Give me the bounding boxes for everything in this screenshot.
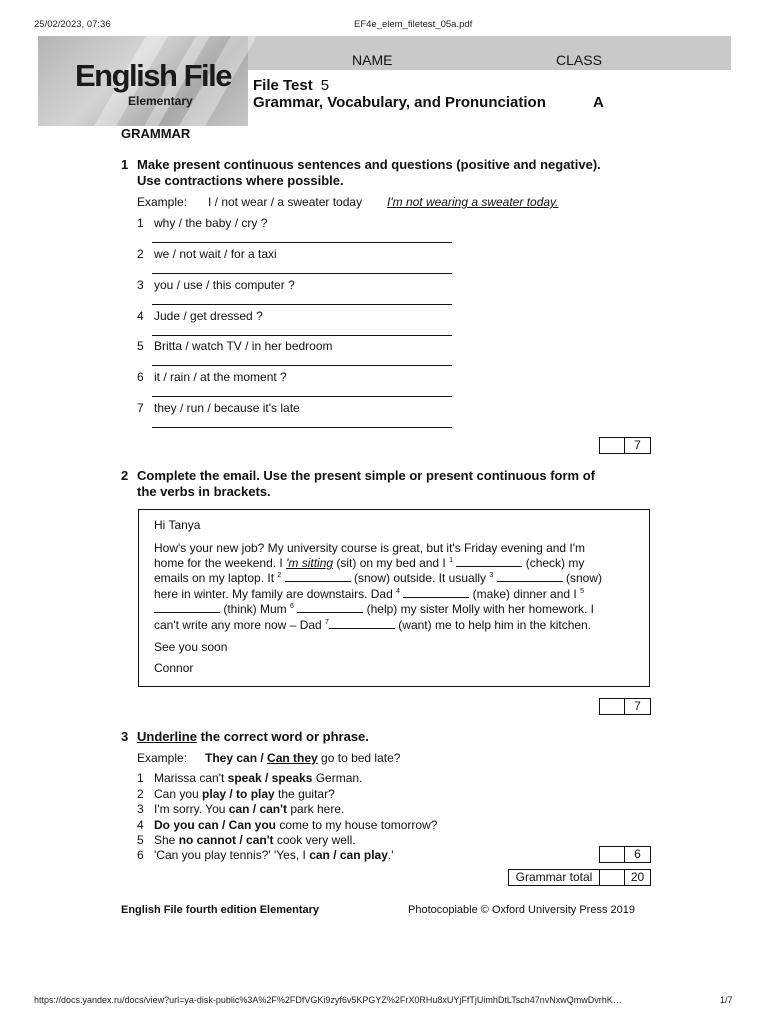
gap-number: 6 (290, 603, 294, 610)
email-example-answer: 'm sitting (286, 556, 334, 570)
email-text: home for the weekend. I (154, 556, 287, 570)
q2-instruction-line: Complete the email. Use the present simple or present continuous form of (137, 468, 595, 483)
document-title: EF4e_elem_filetest_05a.pdf (354, 19, 473, 30)
q3-item (154, 771, 362, 785)
q1-answer-line[interactable] (152, 304, 452, 305)
q3-item-options[interactable]: Do you can / Can you (154, 818, 277, 832)
email-greeting: Hi Tanya (154, 518, 201, 532)
email-text: (sit) on my bed and I (333, 556, 450, 570)
q1-item-prompt: why / the baby / cry ? (154, 216, 268, 230)
grammar-total-score: 20 (630, 870, 645, 884)
q3-item-number: 4 (137, 818, 144, 832)
gap-number: 7 (325, 619, 329, 626)
q3-item-number: 3 (137, 802, 144, 816)
q3-item (154, 818, 437, 832)
grammar-total-box[interactable] (508, 869, 651, 886)
q1-instruction (137, 157, 601, 189)
gap-number: 3 (489, 572, 494, 579)
q3-instruction (137, 729, 369, 745)
q1-item-number: 6 (137, 370, 144, 384)
print-timestamp: 25/02/2023, 07:36 (34, 19, 111, 30)
q3-item (154, 787, 335, 801)
email-text: (check) my (522, 556, 585, 570)
q3-item-text: come to my house tomorrow? (276, 818, 438, 832)
q3-item-number: 2 (137, 787, 144, 801)
q1-score-box[interactable] (599, 437, 651, 454)
q3-item-number: 1 (137, 771, 144, 785)
q3-item-text: cook very well. (273, 833, 356, 847)
gap-3-blank[interactable] (497, 571, 563, 582)
email-text: here in winter. My family are downstairs. Dad (154, 587, 397, 601)
email-signoff: See you soon (154, 640, 228, 654)
email-text: can't write any more now – Dad (154, 618, 326, 632)
q1-item-number: 4 (137, 309, 144, 323)
q3-example-option: They can / (205, 751, 268, 765)
q1-instruction-line: Make present continuous sentences and questions (positive and negative). (137, 157, 601, 172)
q3-example-label: Example: (137, 751, 188, 765)
email-text: emails on my laptop. It (154, 571, 278, 585)
q3-item-text: Can you (154, 787, 203, 801)
q1-item-number: 1 (137, 216, 144, 230)
q3-example (205, 751, 400, 765)
email-text: (want) me to help him in the kitchen. (394, 618, 592, 632)
gap-number: 4 (396, 588, 400, 595)
q3-item (154, 833, 356, 847)
gap-number: 1 (449, 557, 454, 564)
email-text: (help) my sister Molly with her homework. I (363, 602, 594, 616)
q1-example-prompt: I / not wear / a sweater today (208, 195, 363, 209)
q3-max-score: 6 (634, 847, 641, 861)
email-line (154, 571, 602, 585)
q3-item-text: .' (387, 848, 394, 862)
q3-item-options[interactable]: can / can't (228, 802, 287, 816)
q3-item-text: German. (312, 771, 363, 785)
email-line (154, 587, 584, 601)
q1-answer-line[interactable] (152, 273, 452, 274)
q1-item-prompt: Jude / get dressed ? (154, 309, 263, 323)
logo-title: English File (75, 58, 231, 93)
gap-7-blank[interactable] (329, 618, 395, 629)
q3-instruction-rest: the correct word or phrase. (196, 729, 369, 744)
q1-example-label: Example: (137, 195, 188, 209)
q1-item-prompt: it / rain / at the moment ? (154, 370, 287, 384)
q3-item-number: 6 (137, 848, 144, 862)
q1-answer-line[interactable] (152, 242, 452, 243)
q3-item-text: She (154, 833, 179, 847)
q1-answer-line[interactable] (152, 396, 452, 397)
q3-item-number: 5 (137, 833, 144, 847)
footer-copyright: Photocopiable © Oxford University Press 2019 (408, 904, 635, 916)
logo-subtitle: Elementary (128, 94, 193, 108)
gap-5-blank[interactable] (154, 602, 220, 613)
gap-4-blank[interactable] (403, 587, 469, 598)
q1-item-number: 7 (137, 401, 144, 415)
email-line (154, 556, 584, 570)
gap-number: 5 (580, 588, 584, 595)
q1-item-number: 3 (137, 278, 144, 292)
q1-max-score: 7 (634, 438, 641, 452)
email-text: (think) Mum (220, 602, 291, 616)
q1-answer-line[interactable] (152, 365, 452, 366)
q2-score-box[interactable] (599, 698, 651, 715)
q3-item (154, 802, 344, 816)
q1-item-prompt: you / use / this computer ? (154, 278, 295, 292)
q3-score-box[interactable] (599, 846, 651, 863)
page-indicator: 1/7 (720, 995, 733, 1005)
q3-item-text: Marissa can't (154, 771, 228, 785)
gap-6-blank[interactable] (297, 602, 363, 613)
q3-item-text: I'm sorry. You (154, 802, 229, 816)
q3-item-options[interactable]: speak / speaks (227, 771, 313, 785)
q3-item (154, 848, 394, 862)
section-heading: GRAMMAR (121, 126, 191, 141)
email-signature: Connor (154, 661, 194, 675)
email-text: (snow) outside. It usually (350, 571, 490, 585)
q3-item-text: the guitar? (274, 787, 335, 801)
q1-example-answer: I'm not wearing a sweater today. (387, 195, 559, 209)
q1-item-number: 2 (137, 247, 144, 261)
q3-item-options[interactable]: can / can play (309, 848, 388, 862)
test-label: File Test (253, 77, 313, 94)
q1-item-prompt: they / run / because it's late (154, 401, 300, 415)
gap-number: 2 (277, 572, 282, 579)
q1-item-prompt: Britta / watch TV / in her bedroom (154, 339, 333, 353)
q2-instruction-line: the verbs in brackets. (137, 484, 271, 499)
email-text: (make) dinner and I (469, 587, 581, 601)
footer-edition: English File fourth edition Elementary (121, 904, 320, 916)
email-line: How's your new job? My university course is great, but it's Friday evening and I'm (154, 541, 586, 555)
q1-answer-line[interactable] (152, 335, 452, 336)
q3-number: 3 (121, 729, 129, 744)
q3-item-text: 'Can you play tennis?' 'Yes, I (154, 848, 310, 862)
grammar-total-label: Grammar total (515, 870, 593, 884)
test-subtitle: Grammar, Vocabulary, and Pronunciation (253, 94, 546, 111)
q3-item-options[interactable]: no cannot / can't (178, 833, 274, 847)
q2-instruction (137, 468, 595, 500)
q3-item-text: park here. (286, 802, 345, 816)
test-number: 5 (320, 77, 330, 94)
q1-item-number: 5 (137, 339, 144, 353)
print-url: https://docs.yandex.ru/docs/view?url=ya-disk-public%3A%2F%2FDfVGKi9zyf6v5KPGYZ%2FrX0RHu8xUYjFfTjUimhDtLTsch47nvNxwQmwDvrhK… (34, 995, 622, 1005)
gap-1-blank[interactable] (456, 556, 522, 567)
email-text: (snow) (562, 571, 602, 585)
q3-instruction-underline: Underline (137, 729, 197, 744)
name-label: NAME (352, 52, 393, 68)
test-version: A (593, 94, 604, 111)
q3-item-options[interactable]: play / to play (202, 787, 275, 801)
q2-number: 2 (121, 468, 129, 483)
email-line (154, 602, 594, 616)
q3-example-rest: go to bed late? (317, 751, 401, 765)
q2-max-score: 7 (634, 699, 641, 713)
email-line (154, 618, 591, 632)
gap-2-blank[interactable] (285, 571, 351, 582)
q1-item-prompt: we / not wait / for a taxi (154, 247, 277, 261)
q1-instruction-line: Use contractions where possible. (137, 173, 344, 188)
q1-answer-line[interactable] (152, 427, 452, 428)
test-title (253, 77, 329, 94)
q3-example-correct: Can they (267, 751, 318, 765)
class-label: CLASS (556, 52, 602, 68)
q1-number: 1 (121, 157, 129, 172)
score-divider (599, 870, 600, 885)
